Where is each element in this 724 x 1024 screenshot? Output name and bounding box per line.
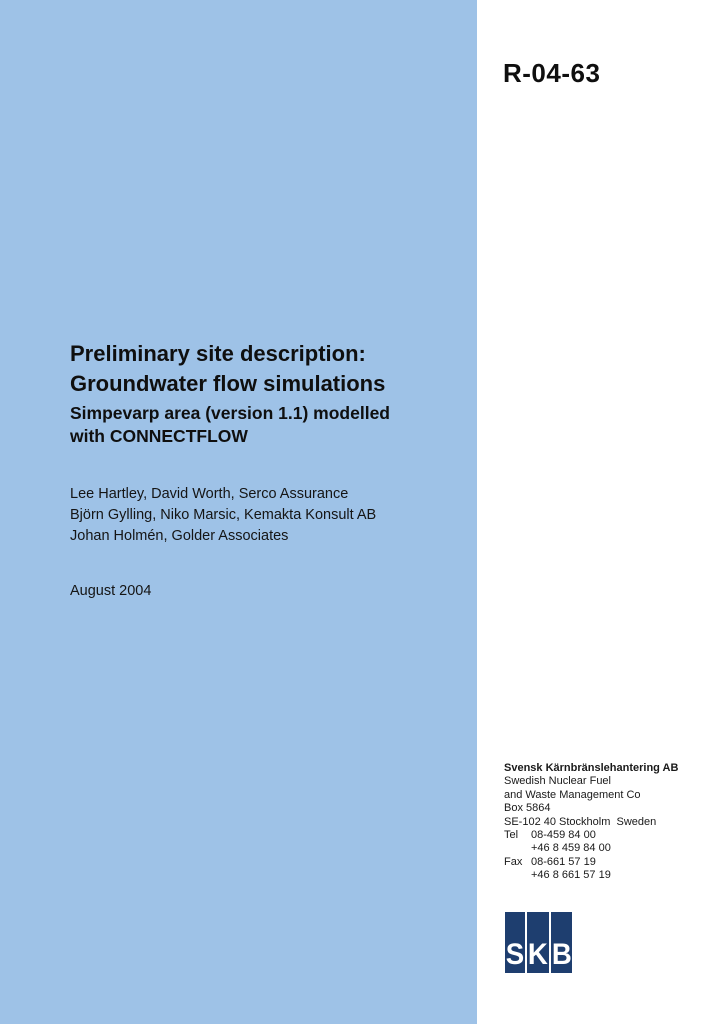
author-line: Johan Holmén, Golder Associates: [70, 528, 289, 544]
skb-logo-letter: K: [527, 938, 548, 971]
address-line: Box 5864: [504, 802, 551, 815]
report-number: R-04-63: [503, 58, 601, 88]
report-title-line1: Preliminary site description:: [70, 341, 366, 366]
empty-label: [504, 842, 531, 855]
skb-logo-letter: S: [505, 938, 525, 971]
contact-numbers: [504, 829, 704, 883]
report-subtitle-line1: Simpevarp area (version 1.1) modelled: [70, 403, 390, 423]
address-line: SE-102 40 Stockholm Sweden: [504, 815, 657, 828]
address-line: Swedish Nuclear Fuel: [504, 775, 611, 788]
empty-label: [504, 869, 531, 882]
address-line: and Waste Management Co: [504, 788, 641, 801]
skb-logo-bar: [505, 912, 525, 973]
fax-label: Fax: [504, 855, 523, 868]
skb-logo: [505, 912, 572, 973]
publisher-address-block: [504, 762, 704, 883]
publisher-name: Svensk Kärnbränslehantering AB: [504, 762, 679, 774]
report-subtitle-line2: with CONNECTFLOW: [70, 426, 248, 446]
authors-list: [70, 484, 376, 547]
fax-number-intl: +46 8 661 57 19: [531, 869, 611, 882]
tel-label: Tel: [504, 829, 519, 842]
tel-number-local: 08-459 84 00: [531, 829, 596, 842]
author-line: Björn Gylling, Niko Marsic, Kemakta Konsult AB: [70, 507, 377, 523]
skb-logo-bar: [551, 912, 573, 973]
author-line: Lee Hartley, David Worth, Serco Assurance: [70, 486, 349, 502]
tel-number-intl: +46 8 459 84 00: [531, 842, 611, 855]
skb-logo-letter: B: [551, 938, 572, 971]
report-title: [70, 339, 385, 399]
publication-date: August 2004: [70, 583, 152, 599]
report-subtitle: [70, 402, 390, 448]
fax-number-local: 08-661 57 19: [531, 855, 596, 868]
skb-logo-bar: [527, 912, 549, 973]
report-title-line2: Groundwater flow simulations: [70, 371, 386, 396]
